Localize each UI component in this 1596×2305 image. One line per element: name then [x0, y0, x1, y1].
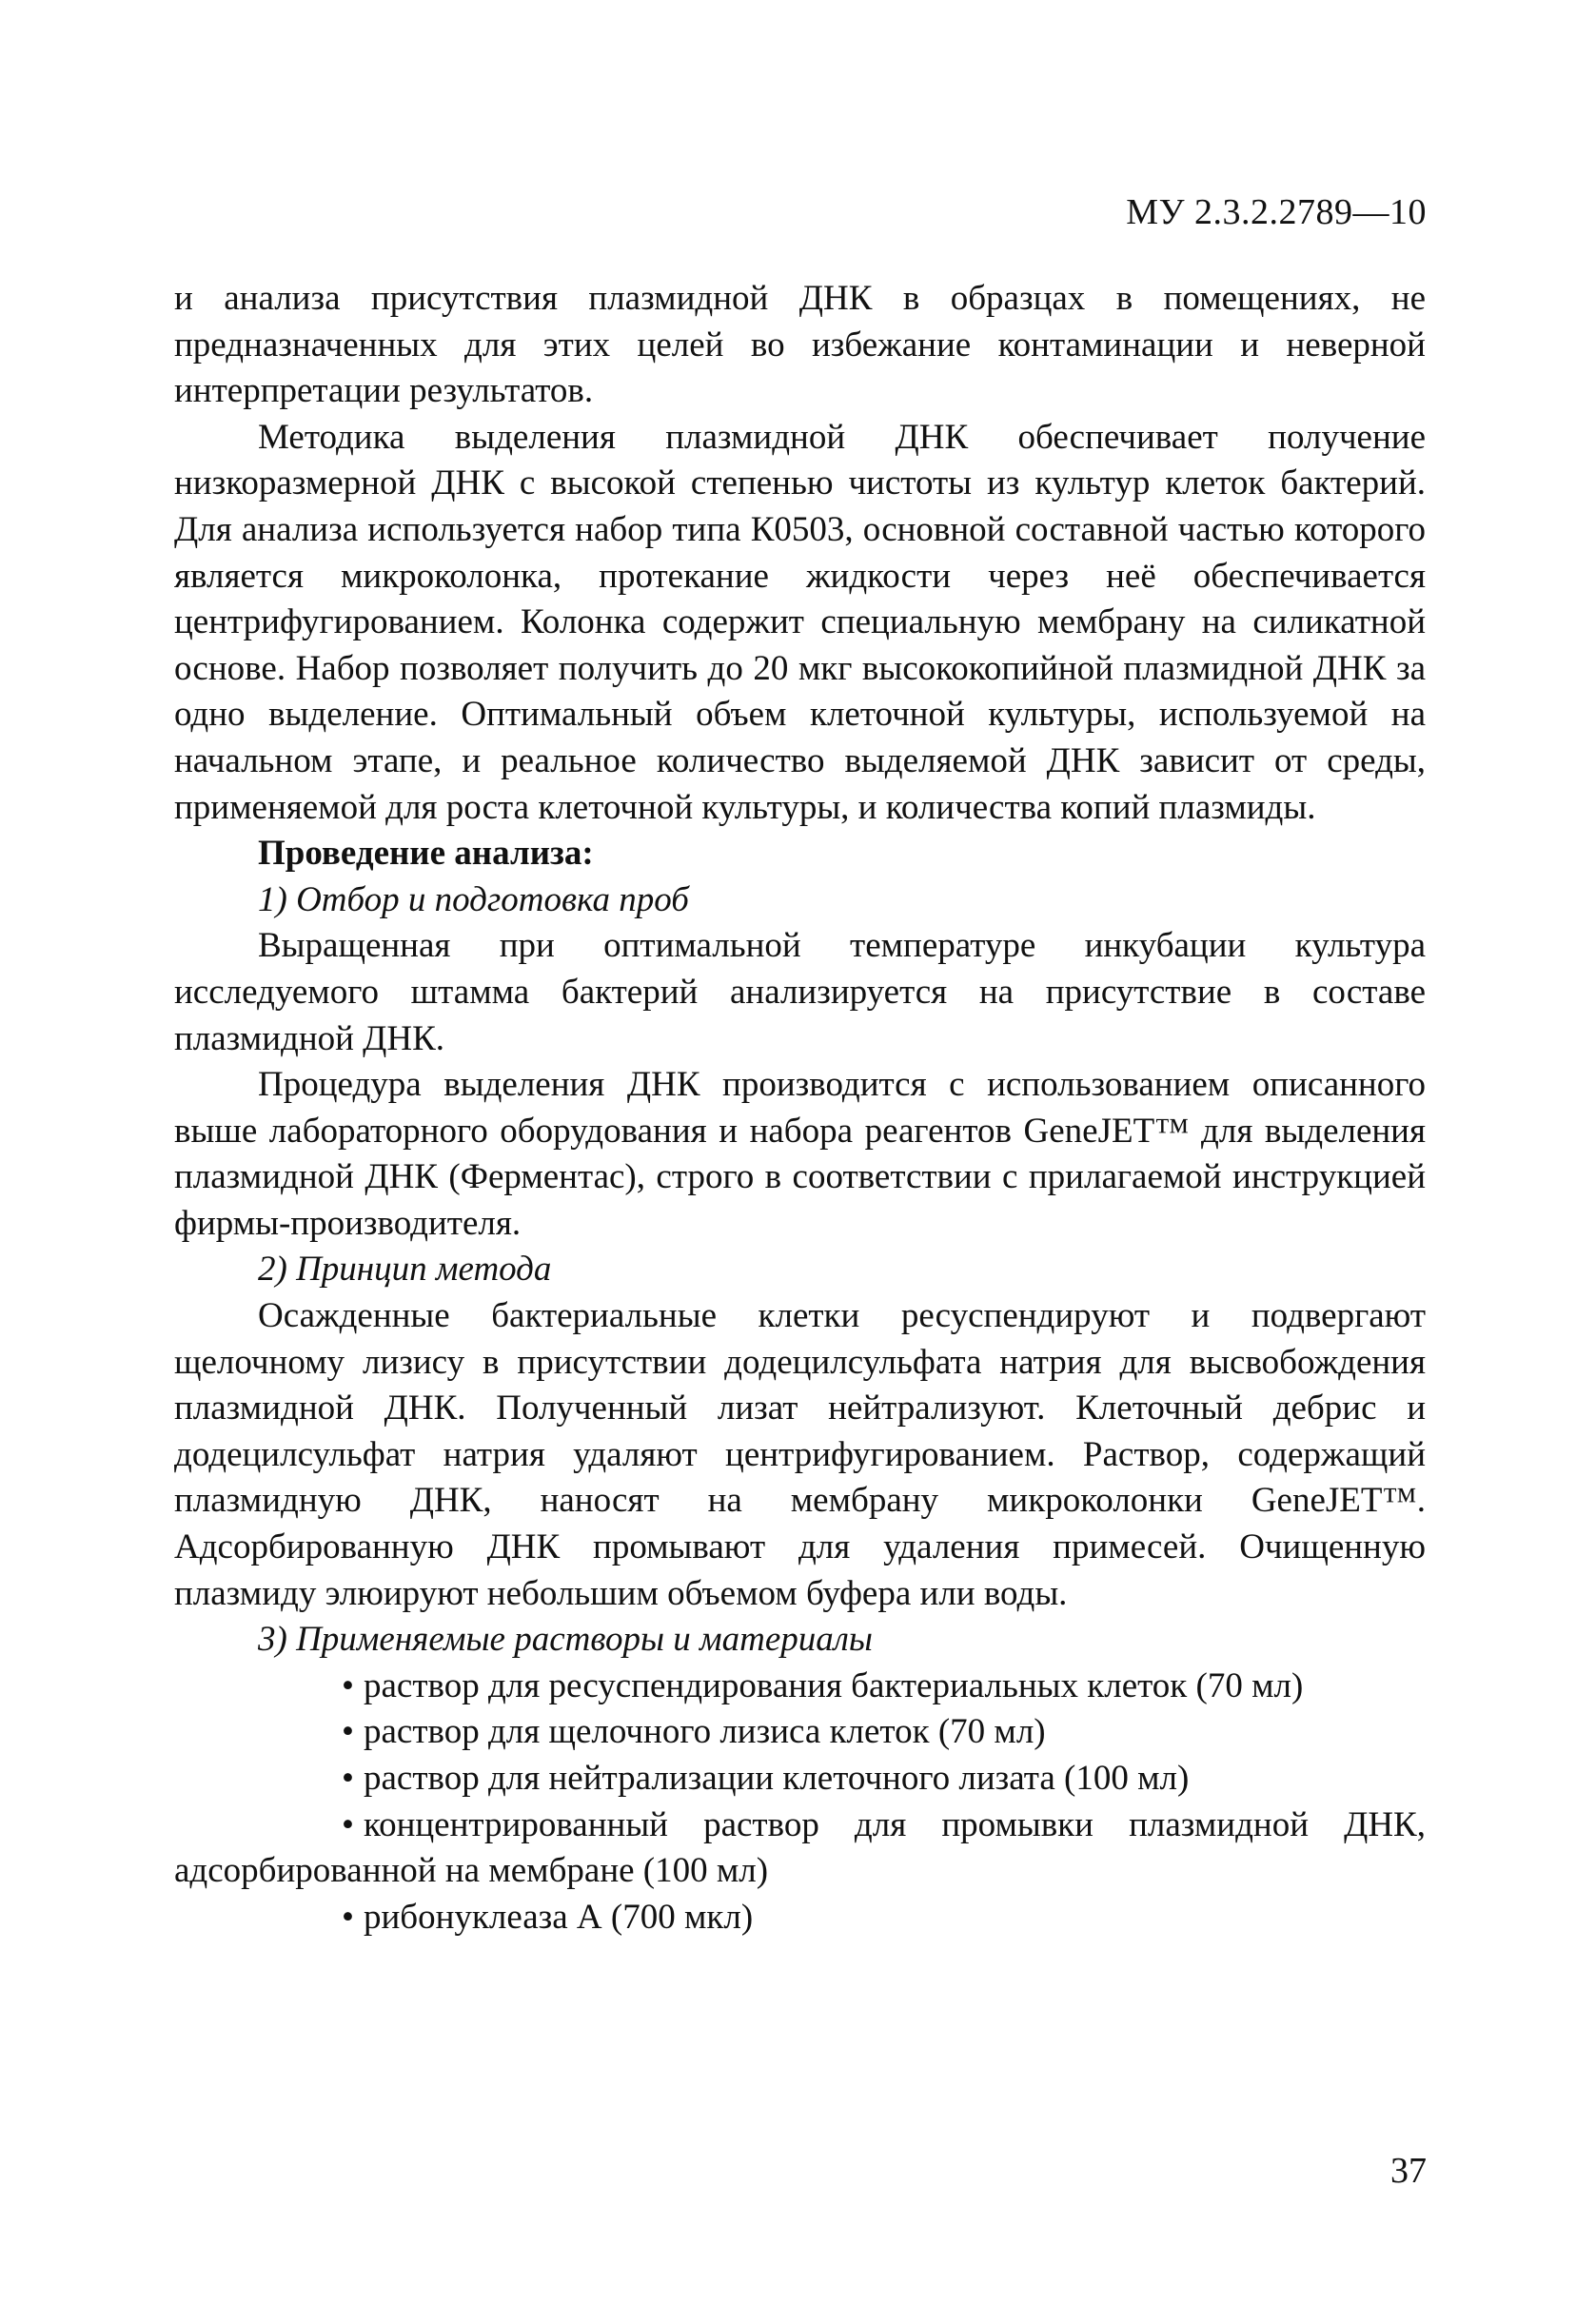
- bullet-icon: •: [342, 1759, 354, 1798]
- section-heading-analysis: Проведение анализа:: [258, 834, 594, 874]
- bullet-icon: •: [342, 1897, 354, 1937]
- list-item: • концентрированный раствор для промывки плазмидной ДНК, адсорбированной на мембране (100 мл): [174, 1803, 1426, 1895]
- paragraph-principle: Осажденные бактериальные клетки ресуспендируют и подвергают щелочному лизису в присутствии додецилсульфата натрия для высвобождения плазмидной ДНК. Полученный лизат нейтрализуют. Клеточный дебрис и додецилсульфат натрия удаляют центрифугированием. Раствор, содержащий плазмидную ДНК, наносят на мембрану микроколонки GeneJET™. Адсорбированную ДНК промывают для удаления примесей. Очищенную плазмиду элюируют небольшим объемом буфера или воды.: [174, 1296, 1426, 1613]
- list-item: • раствор для ресуспендирования бактериальных клеток (70 мл): [174, 1664, 1426, 1710]
- bullet-icon: •: [342, 1712, 354, 1752]
- paragraph-continuation: и анализа присутствия плазмидной ДНК в образцах в помещениях, не предназначенных для этих целей во избежание контаминации и неверной интерпретации результатов.: [174, 279, 1426, 411]
- subheading-method-principle: 2) Принцип метода: [258, 1250, 552, 1290]
- paragraph-culture: Выращенная при оптимальной температуре инкубации культура исследуемого штамма бактерий анализируется на присутствие в составе плазмидной ДНК.: [174, 926, 1426, 1058]
- list-item: • раствор для щелочного лизиса клеток (70 мл): [174, 1709, 1426, 1756]
- bullet-icon: •: [342, 1804, 354, 1844]
- document-code-header: МУ 2.3.2.2789—10: [1126, 192, 1427, 232]
- materials-list: [174, 1664, 1426, 1941]
- page-number: 37: [1390, 2151, 1427, 2191]
- subheading-materials: 3) Применяемые растворы и материалы: [258, 1620, 873, 1660]
- paragraph-method-description: Методика выделения плазмидной ДНК обеспечивает получение низкоразмерной ДНК с высокой степенью чистоты из культур клеток бактерий. Для анализа используется набор типа К0503, основной составной частью которого является микроколонка, протекание жидкости через неё обеспечивается центрифугированием. Колонка содержит специальную мембрану на силикатной основе. Набор позволяет получить до 20 мкг высококопийной плазмидной ДНК за одно выделение. Оптимальный объем клеточной культуры, используемой на начальном этапе, и реальное количество выделяемой ДНК зависит от среды, применяемой для роста клеточной культуры, и количества копий плазмиды.: [174, 417, 1426, 827]
- bullet-icon: •: [342, 1665, 354, 1705]
- list-item: • раствор для нейтрализации клеточного лизата (100 мл): [174, 1756, 1426, 1803]
- subheading-sampling: 1) Отбор и подготовка проб: [258, 879, 689, 919]
- page-body: [174, 276, 1426, 1941]
- paragraph-procedure: Процедура выделения ДНК производится с использованием описанного выше лабораторного оборудования и набора реагентов GeneJET™ для выделения плазмидной ДНК (Ферментас), строго в соответствии с прилагаемой инструкцией фирмы-производителя.: [174, 1065, 1426, 1243]
- list-item: • рибонуклеаза А (700 мкл): [174, 1895, 1426, 1941]
